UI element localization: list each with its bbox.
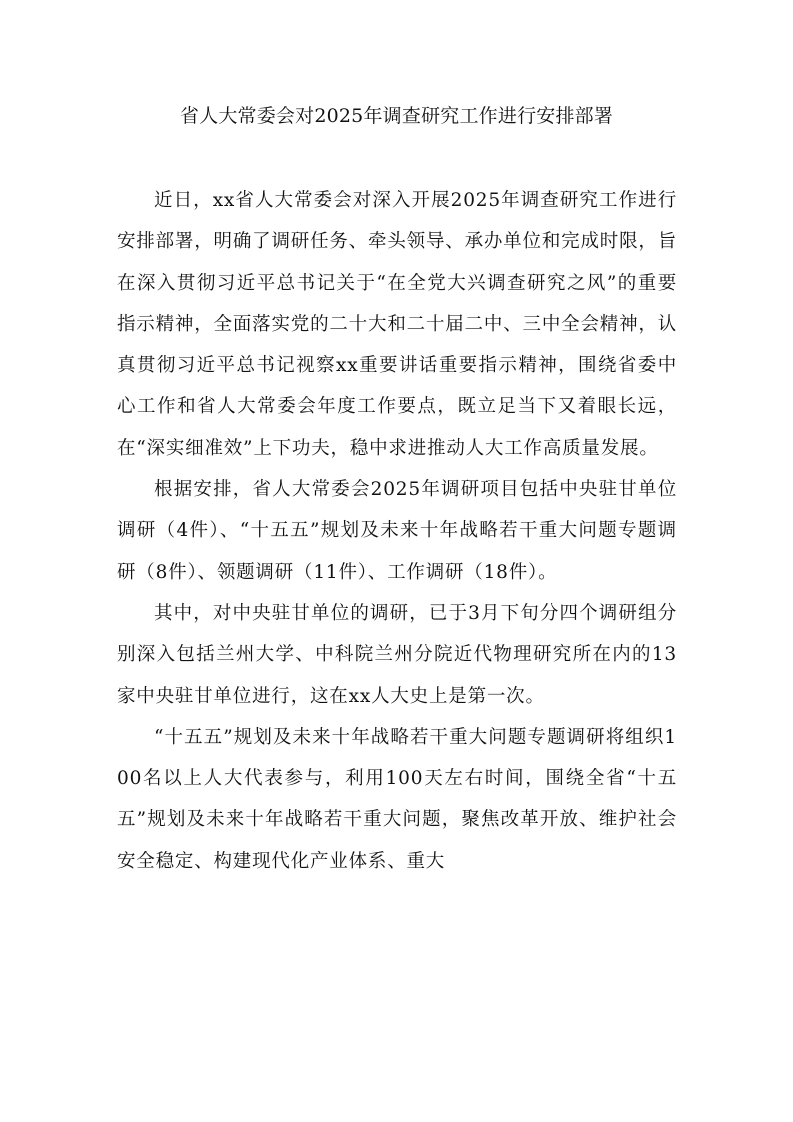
paragraph-4: “十五五”规划及未来十年战略若干重大问题专题调研将组织100名以上人大代表参与，利用100天左右时间，围绕全省“十五五”规划及未来十年战略若干重大问题，聚焦改革开放、维护社会安全稳定、构建现代化产业体系、重大 bbox=[117, 726, 677, 872]
document-title: 省人大常委会对2025年调查研究工作进行安排部署 bbox=[179, 105, 614, 127]
paragraph-2: 根据安排，省人大常委会2025年调研项目包括中央驻甘单位调研（4件）、“十五五”规划及未来十年战略若干重大问题专题调研（8件）、领题调研（11件）、工作调研（18件）。 bbox=[117, 479, 677, 583]
document-body bbox=[117, 180, 677, 882]
paragraph-3: 其中，对中央驻甘单位的调研，已于3月下旬分四个调研组分别深入包括兰州大学、中科院兰州分院近代物理研究所在内的13家中央驻甘单位进行，这在xx人大史上是第一次。 bbox=[117, 602, 677, 707]
paragraph-1: 近日，xx省人大常委会对深入开展2025年调查研究工作进行安排部署，明确了调研任务、牵头领导、承办单位和完成时限，旨在深入贯彻习近平总书记关于“在全党大兴调查研究之风”的重要指示精神，全面落实党的二十大和二十届二中、三中全会精神，认真贯彻习近平总书记视察xx重要讲话重要指示精神，围绕省委中心工作和省人大常委会年度工作要点，既立足当下又着眼长远，在“深实细准效”上下功夫，稳中求进推动人大工作高质量发展。 bbox=[117, 190, 677, 459]
